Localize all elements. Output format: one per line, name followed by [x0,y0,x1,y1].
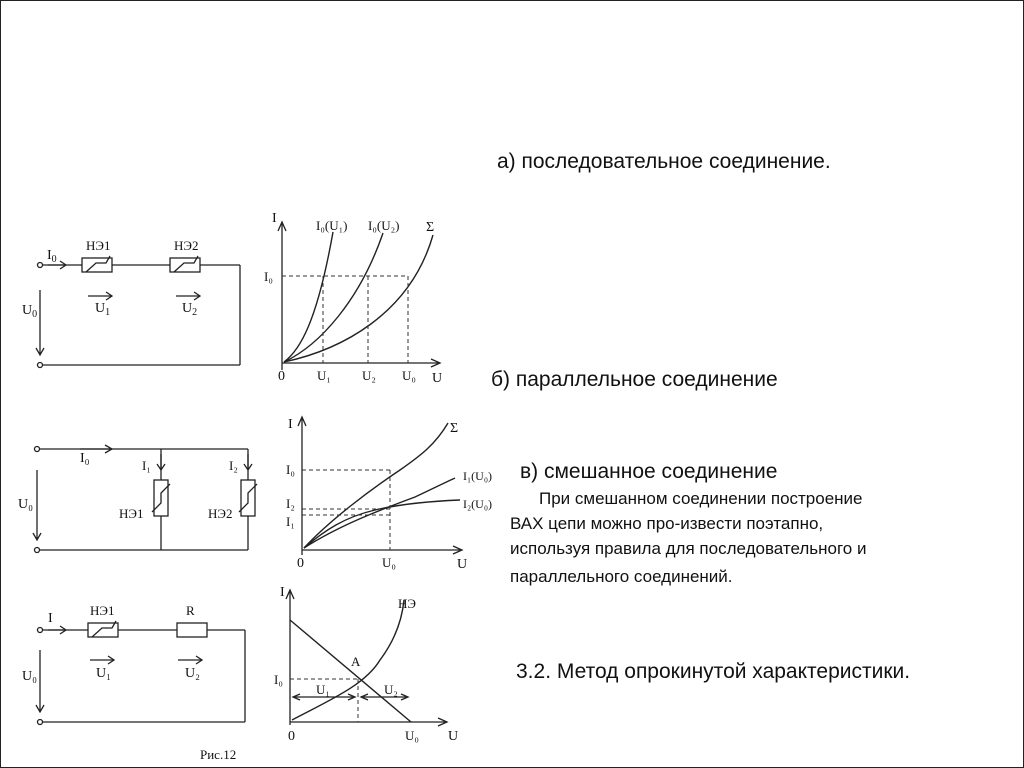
u2-label: U₂ [384,682,398,697]
paragraph-line-2: ВАХ цепи можно про-извести поэтапно, [510,514,824,533]
curve1-label: I₀(U₁) [316,218,348,233]
heading-mixed-connection: в) смешанное соединение [520,460,778,483]
u2-tick: U₂ [362,368,376,383]
paragraph-line-4: параллельного соединений. [510,567,733,586]
element-1-label: НЭ1 [119,506,144,521]
u1-label: $U_1$ [95,301,111,318]
i0-tick: I₀ [274,672,283,687]
curve-label: НЭ [398,596,416,611]
sum-label: Σ [450,421,459,436]
heading-method: 3.2. Метод опрокинутой характеристики. [516,660,911,683]
u1-label: U₁ [316,682,330,697]
u0-tick: U₀ [382,555,396,570]
x-axis-label: U [448,729,459,744]
origin-label: 0 [288,729,295,744]
origin-label: 0 [297,556,304,571]
voltage-label: U₀ [18,497,33,512]
y-axis-label: I [272,211,277,226]
origin-label: 0 [278,369,285,384]
i0-tick: I₀ [286,462,295,477]
heading-series-connection: а) последовательное соединение. [497,150,831,173]
current-label: I [48,611,53,626]
heading-parallel-connection: б) параллельное соединение [491,368,778,391]
u0-tick: U₀ [405,728,419,743]
sum-label: Σ [426,220,435,235]
voltage-label: $U_0$ [22,303,38,320]
paragraph-line-3: используя правила для последовательного и [510,539,867,558]
resistor-label: R [186,603,195,618]
u2-label: U₂ [185,666,200,681]
u1-tick: U₁ [317,368,331,383]
i2-tick: I₂ [286,496,295,511]
element-2-label: НЭ2 [208,506,233,521]
paragraph-line-1: При смешанном соединении построение [539,489,863,508]
curve2-label: I₂(U₀) [463,497,493,511]
i2-label: I₂ [229,458,238,473]
i1-tick: I₁ [286,514,295,529]
i1-label: I₁ [142,458,151,473]
voltage-label: U₀ [22,669,37,684]
y-axis-label: I [288,417,293,432]
i0-tick: I₀ [264,269,273,284]
curve1-label: I₁(U₀) [463,469,493,483]
x-axis-label: U [457,557,468,572]
u0-tick: U₀ [402,368,416,383]
current-label: I₀ [80,451,90,466]
figure-caption: Рис.12 [200,747,237,762]
element-2-label: НЭ2 [174,238,199,253]
u1-label: U₁ [96,666,111,681]
current-label: $I_0$ [47,248,57,265]
element-1-label: НЭ1 [86,238,111,253]
x-axis-label: U [432,371,443,386]
y-axis-label: I [280,585,285,600]
u2-label: $U_2$ [182,301,198,318]
point-a-label: A [351,654,361,669]
element-label: НЭ1 [90,603,115,618]
curve2-label: I₀(U₂) [368,218,400,233]
